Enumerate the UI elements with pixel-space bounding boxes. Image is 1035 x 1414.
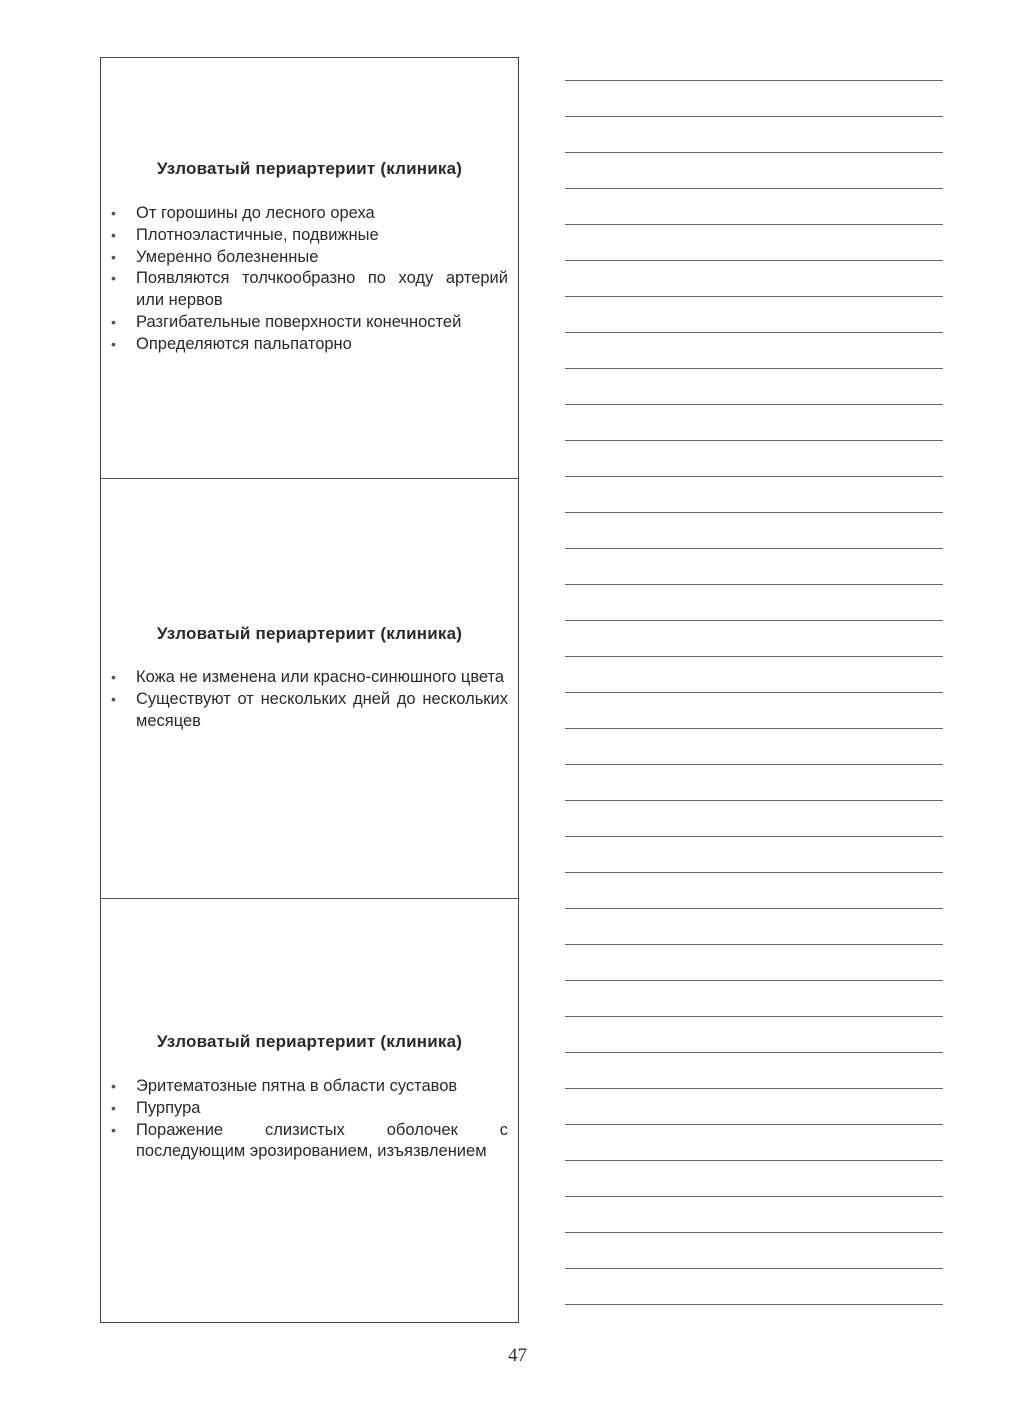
bullet-list [111,203,508,356]
bullet-item: • Определяются пальпаторно [111,334,508,356]
note-line [565,908,943,909]
bullet-item: • Разгибательные поверхности конечностей [111,312,508,334]
note-line [565,980,943,981]
note-line [565,368,943,369]
note-line [565,116,943,117]
note-line [565,1268,943,1269]
bullet-item: • Эритематозные пятна в области суставов [111,1076,508,1098]
slides-column [100,57,519,1323]
slide-title: Узловатый периартериит (клиника) [156,624,463,643]
bullet-item: • От горошины до лесного ореха [111,203,508,225]
note-line [565,836,943,837]
note-line [565,800,943,801]
slide-2 [101,478,518,898]
note-line [565,476,943,477]
bullet-item: • Появляются толчкообразно по ходу артерий или нервов [111,268,508,312]
bullet-item: • Существуют от нескольких дней до нескольких месяцев [111,689,508,733]
note-line [565,764,943,765]
bullet-item: • Пурпура [111,1098,508,1120]
note-line [565,584,943,585]
note-line [565,944,943,945]
note-line [565,1232,943,1233]
note-line [565,1052,943,1053]
slide-1 [101,58,518,478]
note-line [565,224,943,225]
bullet-item: • Плотноэластичные, подвижные [111,225,508,247]
note-line [565,1160,943,1161]
note-line [565,656,943,657]
bullet-item: • Кожа не изменена или красно-синюшного цвета [111,667,508,689]
note-line [565,188,943,189]
note-line [565,728,943,729]
note-line [565,692,943,693]
bullet-list [111,1076,508,1163]
note-line [565,1088,943,1089]
note-line [565,1016,943,1017]
note-line [565,548,943,549]
slide-title: Узловатый периартериит (клиника) [156,159,463,178]
note-line [565,1304,943,1305]
note-line [565,872,943,873]
bullet-item: • Умеренно болезненные [111,247,508,269]
note-line [565,332,943,333]
page-number: 47 [508,1345,527,1366]
note-line [565,80,943,81]
note-line [565,1124,943,1125]
notes-lines-area [565,60,943,1320]
note-line [565,152,943,153]
note-line [565,512,943,513]
note-line [565,440,943,441]
bullet-item: • Поражение слизистых оболочек с последующим эрозированием, изъязвлением [111,1120,508,1164]
slide-3 [101,898,518,1322]
note-line [565,620,943,621]
note-line [565,260,943,261]
note-line [565,296,943,297]
note-line [565,404,943,405]
note-line [565,1196,943,1197]
slide-title: Узловатый периартериит (клиника) [156,1032,463,1051]
bullet-list [111,667,508,732]
